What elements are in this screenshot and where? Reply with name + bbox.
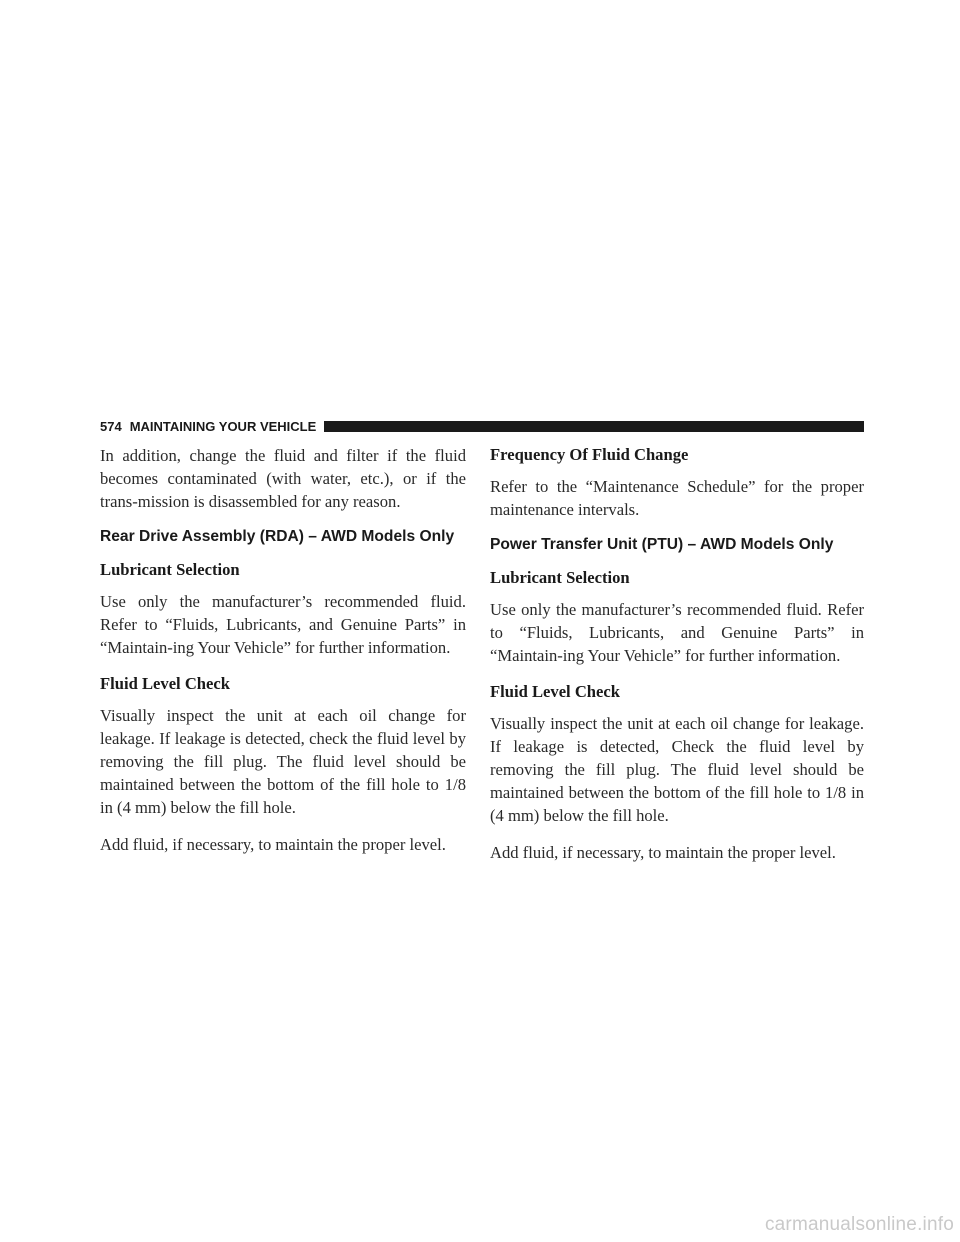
section-title: MAINTAINING YOUR VEHICLE: [129, 418, 317, 434]
ptu-lubricant-heading: Lubricant Selection: [490, 568, 630, 587]
rda-add-fluid-paragraph: Add fluid, if necessary, to maintain the proper level.: [100, 835, 446, 854]
intro-paragraph: In addition, change the fluid and filter if the fluid becomes contaminated (with water, etc.), or if the trans-mission is disassembled for any reason.: [100, 446, 466, 511]
ptu-fluid-check-heading: Fluid Level Check: [490, 682, 620, 701]
left-column: [100, 444, 466, 870]
frequency-paragraph: Refer to the “Maintenance Schedule” for the proper maintenance intervals.: [490, 477, 864, 519]
rda-lubricant-heading: Lubricant Selection: [100, 560, 240, 579]
rda-heading: Rear Drive Assembly (RDA) – AWD Models Only: [100, 528, 455, 545]
ptu-heading: Power Transfer Unit (PTU) – AWD Models Only: [490, 536, 834, 553]
page-number: 574: [100, 418, 122, 434]
watermark: carmanualsonline.info: [764, 1214, 954, 1235]
rda-fluid-check-heading: Fluid Level Check: [100, 674, 230, 693]
rda-lubricant-paragraph: Use only the manufacturer’s recommended fluid. Refer to “Fluids, Lubricants, and Genuine Parts” in “Maintain-ing Your Vehicle” for further information.: [100, 592, 466, 657]
ptu-add-fluid-paragraph: Add fluid, if necessary, to maintain the proper level.: [490, 843, 836, 862]
header-rule: [324, 421, 864, 432]
right-column: [490, 444, 864, 878]
page-header: [100, 416, 864, 436]
rda-fluid-check-paragraph: Visually inspect the unit at each oil change for leakage. If leakage is detected, check the fluid level by removing the fill plug. The fluid level should be maintained between the bottom of the fill hole to 1/8 in (4 mm) below the fill hole.: [100, 706, 466, 817]
frequency-heading: Frequency Of Fluid Change: [490, 445, 689, 464]
ptu-fluid-check-paragraph: Visually inspect the unit at each oil change for leakage. If leakage is detected, Check the fluid level by removing the fill plug. The fluid level should be maintained between the bottom of the fill hole to 1/8 in (4 mm) below the fill hole.: [490, 714, 864, 825]
ptu-lubricant-paragraph: Use only the manufacturer’s recommended fluid. Refer to “Fluids, Lubricants, and Genuine Parts” in “Maintain-ing Your Vehicle” for further information.: [490, 600, 864, 665]
